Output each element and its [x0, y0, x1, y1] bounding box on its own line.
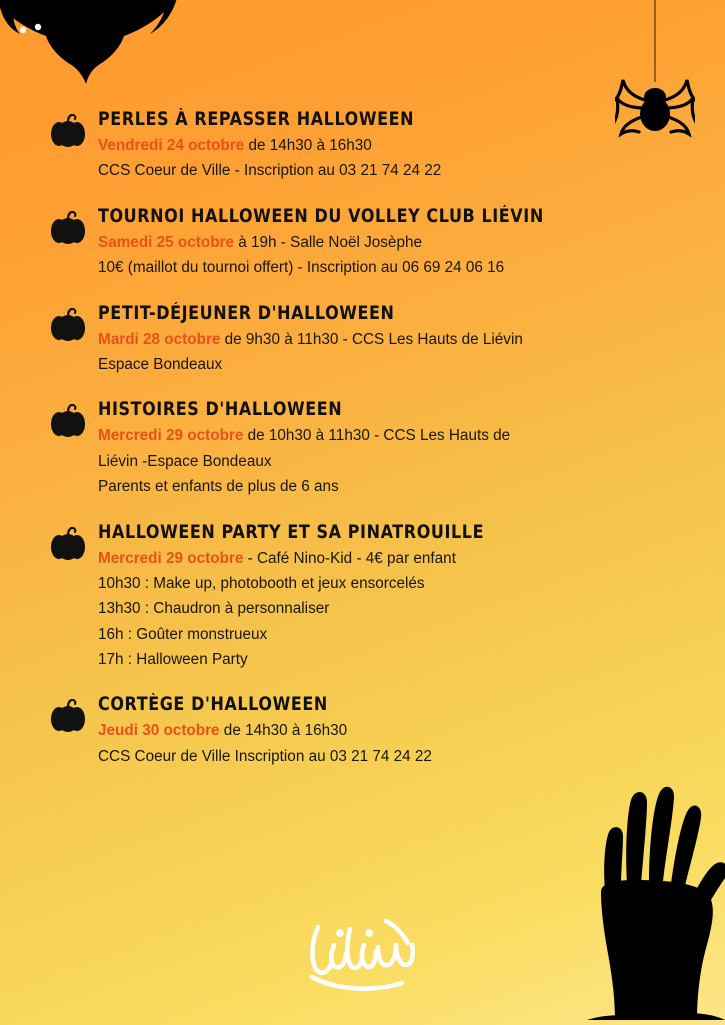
event-title: TOURNOI HALLOWEEN DU VOLLEY CLUB LIÉVIN [98, 204, 544, 227]
event-detail-line: Espace Bondeaux [98, 355, 223, 373]
pumpkin-icon [48, 114, 88, 153]
bat-icon [0, 0, 180, 104]
event-item [0, 693, 725, 769]
event-date: Mardi 28 octobre [98, 330, 221, 348]
event-date-suffix: à 19h - Salle Noël Josèphe [234, 233, 422, 251]
events-list [0, 108, 725, 790]
event-detail-line: CCS Coeur de Ville Inscription au 03 21 74 24 22 [98, 747, 432, 765]
event-body [98, 693, 725, 769]
event-item [0, 398, 725, 499]
event-title: CORTÈGE D'HALLOWEEN [98, 693, 328, 715]
pumpkin-icon [48, 527, 88, 566]
event-item [0, 205, 725, 281]
pumpkin-icon [48, 308, 88, 347]
event-date: Jeudi 30 octobre [98, 722, 220, 740]
event-title: HALLOWEEN PARTY ET SA PINATROUILLE [98, 520, 485, 542]
event-date-line [98, 718, 665, 743]
event-date: Mercredi 29 octobre [98, 427, 244, 445]
event-date-line [98, 423, 665, 448]
event-body [98, 108, 725, 184]
event-date-line [98, 133, 665, 158]
event-date: Samedi 25 octobre [98, 233, 235, 251]
event-title: HISTOIRES D'HALLOWEEN [98, 398, 343, 420]
event-date-suffix: de 14h30 à 16h30 [219, 722, 348, 740]
event-detail-line: 13h30 : Chaudron à personnaliser [98, 600, 330, 618]
event-body [98, 205, 725, 281]
event-date-line [98, 546, 665, 571]
event-detail-line: 10€ (maillot du tournoi offert) - Inscription au 06 69 24 06 16 [98, 259, 505, 277]
event-date: Mercredi 29 octobre [98, 549, 244, 567]
event-detail-line: 17h : Halloween Party [98, 651, 248, 669]
event-date-suffix: - Café Nino-Kid - 4€ par enfant [243, 549, 456, 567]
event-body [98, 302, 725, 378]
event-title: PERLES À REPASSER HALLOWEEN [98, 108, 415, 130]
event-date-suffix: de 14h30 à 16h30 [244, 137, 372, 154]
event-body [98, 521, 725, 673]
event-date-line [98, 327, 665, 352]
event-item [0, 108, 725, 184]
event-item [0, 302, 725, 378]
event-item [0, 521, 725, 673]
event-body [98, 398, 725, 499]
pumpkin-icon [48, 211, 88, 250]
event-date-suffix: de 10h30 à 11h30 - CCS Les Hauts de [243, 427, 511, 445]
pumpkin-icon [48, 404, 88, 443]
event-date-suffix: de 9h30 à 11h30 - CCS Les Hauts de Liévin [220, 330, 523, 348]
event-title: PETIT-DÉJEUNER D'HALLOWEEN [98, 301, 395, 323]
event-date-line [98, 230, 665, 255]
event-detail-line: Liévin -Espace Bondeaux [98, 452, 272, 470]
event-detail-line: 16h : Goûter monstrueux [98, 625, 268, 643]
event-detail-line: CCS Coeur de Ville - Inscription au 03 21 74 24 22 [98, 162, 442, 180]
event-detail-line: 10h30 : Make up, photobooth et jeux ensorcelés [98, 574, 425, 592]
event-date: Vendredi 24 octobre [98, 137, 245, 154]
lievin-logo [0, 907, 725, 997]
pumpkin-icon [48, 699, 88, 738]
event-detail-line: Parents et enfants de plus de 6 ans [98, 478, 339, 496]
